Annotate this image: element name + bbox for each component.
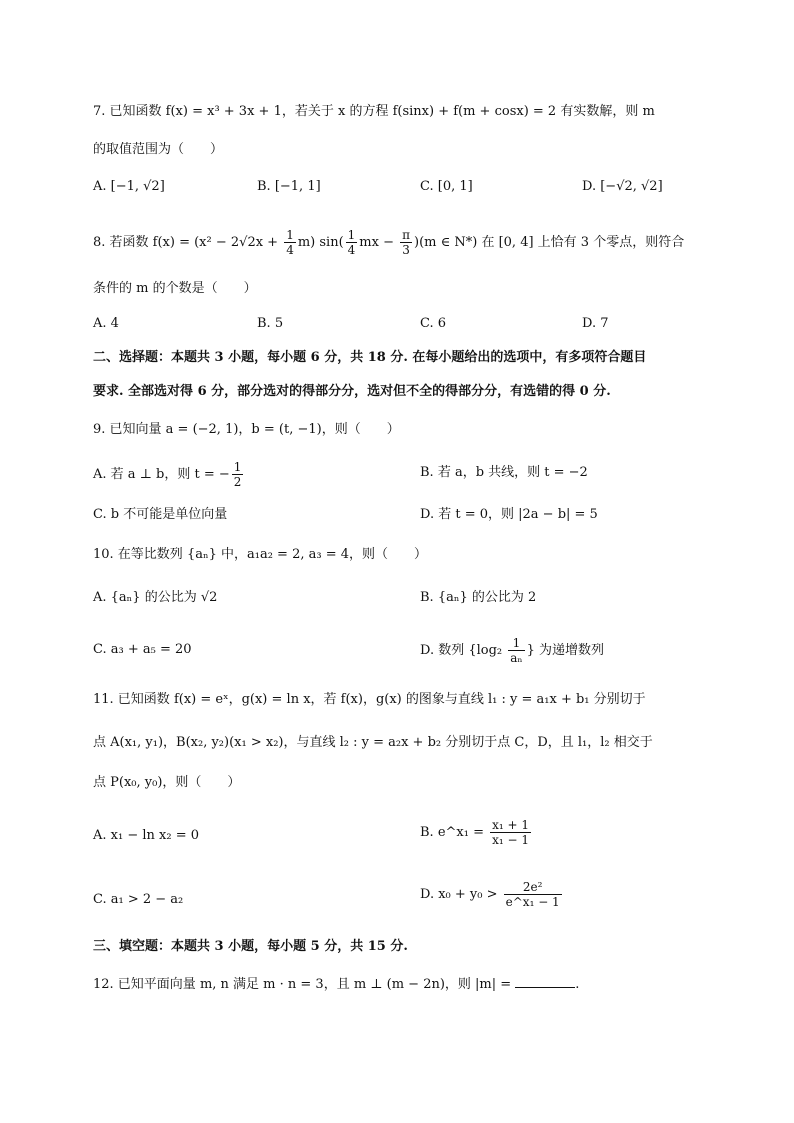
q8-frac-3-den: 3 — [402, 243, 410, 257]
q8-option-a: A. 4 — [93, 316, 119, 331]
q10-option-b: B. {aₙ} 的公比为 2 — [420, 590, 537, 605]
q11-option-d-prefix: D. x₀ + y₀ > — [420, 887, 502, 902]
q11-option-a: A. x₁ − ln x₂ = 0 — [93, 828, 199, 843]
q11-stem-line3: 点 P(x₀, y₀)，则（ ） — [93, 775, 241, 790]
q9-option-a — [93, 460, 245, 489]
q7-option-d: D. [−√2, √2] — [582, 179, 663, 194]
q8-option-d: D. 7 — [582, 316, 609, 331]
q12-stem-end: . — [575, 977, 580, 992]
q7-option-c: C. [0, 1] — [420, 179, 473, 194]
q8-stem-suffix: )(m ∈ N*) 在 [0, 4] 上恰有 3 个零点，则符合 — [414, 235, 685, 250]
q11-option-d-frac — [504, 880, 562, 909]
q10-option-d-den: aₙ — [510, 651, 523, 665]
q10-option-a: A. {aₙ} 的公比为 √2 — [93, 590, 218, 605]
q10-stem: 10. 在等比数列 {aₙ} 中，a₁a₂ = 2, a₃ = 4，则（ ） — [93, 547, 427, 562]
q7-option-a: A. [−1, √2] — [93, 179, 165, 194]
section-2-heading-line2: 要求. 全部选对得 6 分，部分选对的得部分分，选对但不全的得部分分，有选错的得 0 分. — [93, 384, 611, 399]
q10-option-d-num: 1 — [508, 636, 524, 651]
q12-stem — [93, 975, 579, 995]
q8-option-c: C. 6 — [420, 316, 447, 331]
q12-stem-text: 12. 已知平面向量 m, n 满足 m · n = 3，且 m ⊥ (m − 2n)，则 |m| = — [93, 977, 516, 992]
q8-stem-prefix: 8. 若函数 f(x) = (x² − 2√2x + — [93, 235, 283, 250]
q11-option-b-num: x₁ + 1 — [492, 818, 530, 832]
section-2-heading-line1: 二、选择题：本题共 3 小题，每小题 6 分，共 18 分. 在每小题给出的选项中，有多项符合题目 — [93, 350, 647, 365]
q9-option-a-frac — [232, 460, 244, 489]
q10-option-d-suffix: } 为递增数列 — [526, 643, 605, 658]
q11-option-b-frac — [490, 818, 531, 847]
q8-stem-line1 — [93, 228, 684, 257]
q11-option-d-num: 2e² — [504, 880, 562, 895]
q9-option-a-text: A. 若 a ⊥ b，则 t = − — [93, 467, 230, 482]
q11-option-d — [420, 880, 564, 909]
section-3-heading: 三、填空题：本题共 3 小题，每小题 5 分，共 15 分. — [93, 939, 408, 954]
q9-option-a-num: 1 — [233, 460, 242, 474]
q8-frac-1-num: 1 — [286, 228, 294, 242]
q8-option-b: B. 5 — [257, 316, 284, 331]
q9-option-b: B. 若 a，b 共线，则 t = −2 — [420, 465, 588, 480]
q8-frac-3 — [400, 228, 412, 257]
q8-frac-1-den: 4 — [286, 243, 294, 257]
q8-frac-1 — [284, 228, 296, 257]
q8-frac-2-den: 4 — [347, 243, 356, 257]
q12-answer-blank[interactable] — [515, 975, 575, 988]
q11-option-b-den: x₁ − 1 — [492, 833, 530, 847]
q9-stem: 9. 已知向量 a = (−2, 1)，b = (t, −1)，则（ ） — [93, 422, 400, 437]
q10-option-d-prefix: D. 数列 {log₂ — [420, 643, 507, 658]
q11-option-b-prefix: B. e^x₁ = — [420, 825, 489, 840]
q8-frac-2 — [346, 228, 358, 257]
q10-option-d-frac — [508, 636, 524, 665]
q9-option-d: D. 若 t = 0，则 |2a − b| = 5 — [420, 507, 598, 522]
q8-frac-3-num: π — [402, 228, 411, 242]
q8-frac-2-num: 1 — [347, 228, 356, 242]
q11-option-c: C. a₁ > 2 − a₂ — [93, 892, 184, 907]
q8-stem-line2: 条件的 m 的个数是（ ） — [93, 281, 257, 296]
q8-stem-mid2: mx − — [359, 235, 399, 250]
q10-option-d — [420, 636, 604, 665]
q7-stem-line1: 7. 已知函数 f(x) = x³ + 3x + 1，若关于 x 的方程 f(sinx) + f(m + cosx) = 2 有实数解，则 m — [93, 104, 655, 119]
q9-option-a-den: 2 — [233, 475, 242, 489]
q11-stem-line2: 点 A(x₁, y₁)，B(x₂, y₂)(x₁ > x₂)，与直线 l₂ : y = a₂x + b₂ 分别切于点 C，D，且 l₁，l₂ 相交于 — [93, 735, 653, 750]
q11-option-d-den: e^x₁ − 1 — [505, 895, 560, 909]
q11-stem-line1: 11. 已知函数 f(x) = eˣ，g(x) = ln x，若 f(x)，g(x) 的图象与直线 l₁ : y = a₁x + b₁ 分别切于 — [93, 692, 646, 707]
q11-option-b — [420, 818, 533, 847]
q9-option-c: C. b 不可能是单位向量 — [93, 507, 228, 522]
q8-stem-mid1: m) sin( — [297, 235, 344, 250]
q7-option-b: B. [−1, 1] — [257, 179, 321, 194]
q7-stem-line2: 的取值范围为（ ） — [93, 142, 224, 157]
q10-option-c: C. a₃ + a₅ = 20 — [93, 642, 192, 657]
